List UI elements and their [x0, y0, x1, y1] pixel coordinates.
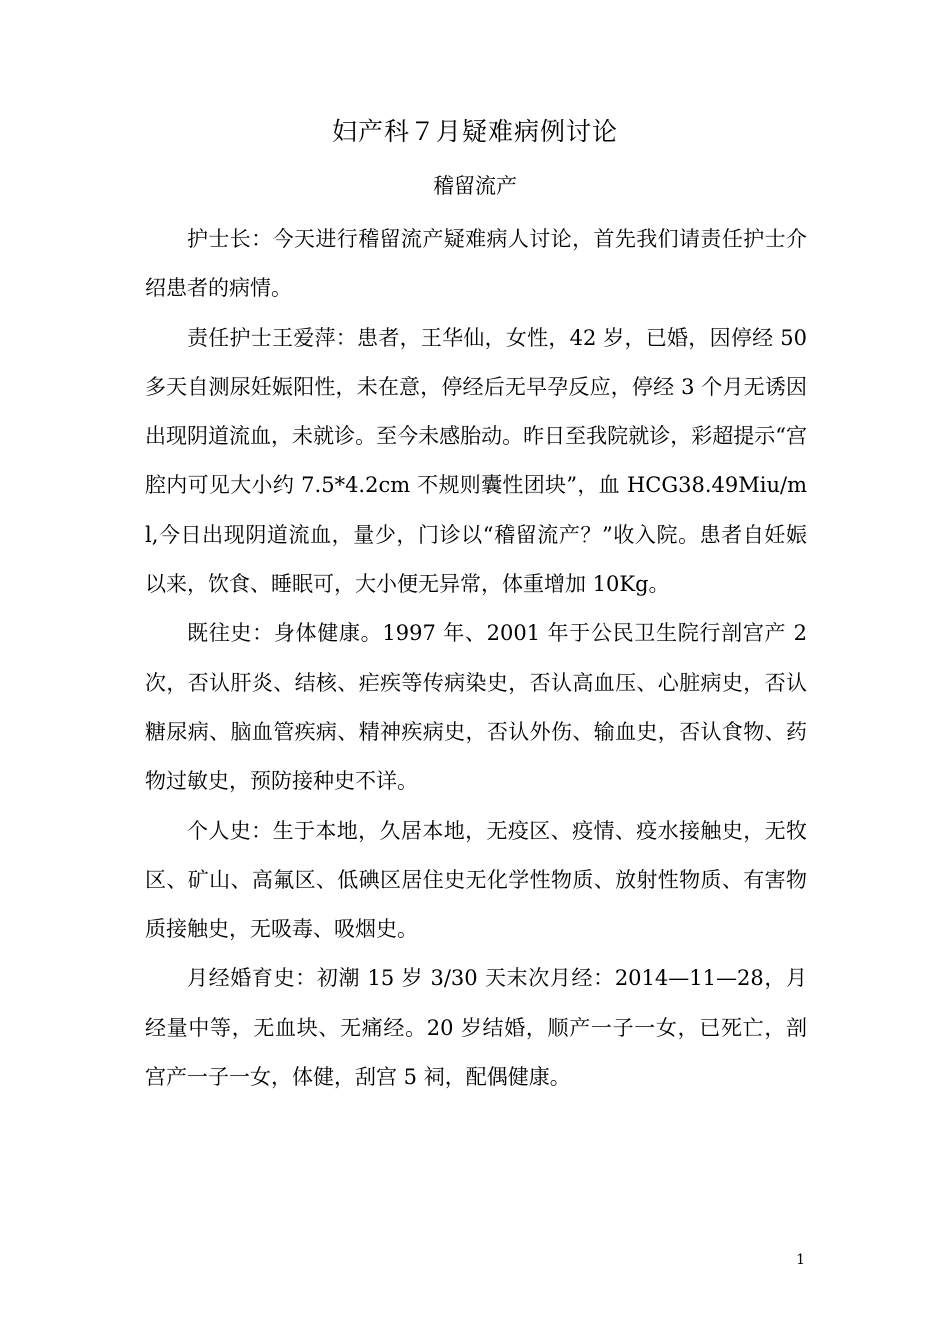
document-title: 妇产科７月疑难病例讨论 — [331, 117, 618, 146]
paragraph-case-presentation: 责任护士王爱萍：患者，王华仙，女性，42 岁，已婚，因停经 50 多天自测尿妊娠阳性，未在意，停经后无早孕反应，停经 3 个月无诱因出现阴道流血，未就诊。至今未感胎动。昨日至我院就诊，彩超提示“宫腔内可见大小约 7.5*4.2cm 不规则囊性团块”，血 HCG38.49Miu/ml,今日出现阴道流血，量少，门诊以“稽留流产？”收入院。患者自妊娠以来，饮食、睡眠可，大小便无异常，体重增加 10Kg。 — [145, 325, 807, 597]
document-body — [145, 215, 807, 1102]
document-subtitle: 稽留流产 — [433, 174, 517, 198]
paragraph-personal-history: 个人史：生于本地，久居本地，无疫区、疫情、疫水接触史，无牧区、矿山、高氟区、低碘区居住史无化学性物质、放射性物质、有害物质接触史，无吸毒、吸烟史。 — [145, 818, 807, 942]
page-number: 1 — [796, 1252, 805, 1268]
paragraph-head-nurse-intro: 护士长：今天进行稽留流产疑难病人讨论，首先我们请责任护士介绍患者的病情。 — [145, 227, 807, 301]
paragraph-menstrual-marital-history: 月经婚育史：初潮 15 岁 3/30 天末次月经：2014—11—28，月经量中等，无血块、无痛经。20 岁结婚，顺产一子一女，已死亡，剖宫产一子一女，体健，刮宫 5 祠，配偶健康。 — [145, 966, 807, 1090]
paragraph-past-history: 既往史：身体健康。1997 年、2001 年于公民卫生院行剖宫产 2 次，否认肝炎、结核、疟疾等传病染史，否认高血压、心脏病史，否认糖尿病、脑血管疾病、精神疾病史，否认外伤、输血史，否认食物、药物过敏史，预防接种史不详。 — [145, 621, 807, 794]
